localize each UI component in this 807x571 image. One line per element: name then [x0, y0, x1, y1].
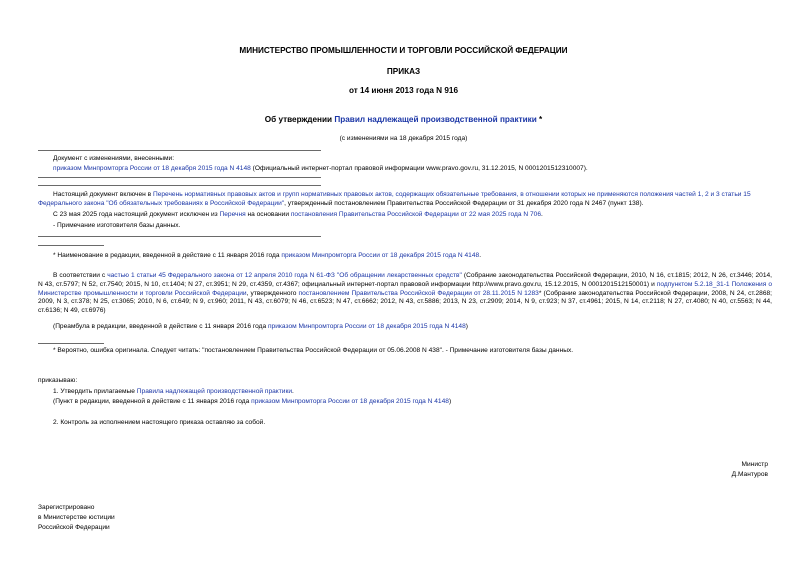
- exclusion-text: С 23 мая 2025 года настоящий документ исключен из: [53, 211, 220, 218]
- db-note: - Примечание изготовителя базы данных.: [53, 222, 181, 229]
- government-resolution-link[interactable]: постановлением Правительства Российской Федерации от 28.11.2015 N 1283: [298, 289, 539, 297]
- title-star: *: [536, 115, 543, 124]
- divider: [38, 177, 321, 178]
- regulation-link[interactable]: подпунктом 5.2.18_31-1 Положения о Министерстве промышленности и торговли Российской Федерации: [38, 280, 772, 297]
- preamble-note-text: (Преамбула в редакции, введенной в действие с 11 января 2016 года: [53, 323, 268, 330]
- orders-word: приказываю:: [38, 377, 78, 384]
- preamble-text: (Собрание законодательства Российской Федерации, 2010, N 16, ст.1815; 2012, N 26, ст.3446; 2014, N 43, ст.5797; N 52, ст.7540; 2015, N 10, ст.1404; N 27, ст.3951; N 29, ст.4359, ст.4367; официальный интернет-портал правовой информации http://www.pravo.gov.ru, 15.12.2015, N 0001201512150001) и: [38, 272, 773, 288]
- edits-intro: Документ с изменениями, внесенными:: [53, 155, 175, 162]
- edits-tail: (Официальный интернет-портал правовой информации www.pravo.gov.ru, 31.12.2015, N 0001201512310007).: [250, 165, 588, 172]
- order-item-1: [53, 388, 772, 397]
- footnote-original-error: * Вероятно, ошибка оригинала. Следует читать: "постановлением Правительства Российской Федерации от 05.06.2008 N 438". - Примечание изготовителя базы данных.: [53, 347, 574, 354]
- rules-link[interactable]: Правила надлежащей производственной практики: [136, 388, 293, 395]
- order-item-text: 1. Утвердить прилагаемые: [53, 388, 137, 395]
- registration-line-2: в Министерстве юстиции: [38, 514, 115, 521]
- footnote-link[interactable]: приказом Минпромторга России от 18 декабря 2015 года N 4148: [281, 252, 480, 259]
- inclusion-text: Настоящий документ включен в: [53, 191, 153, 198]
- inclusion-paragraph: [38, 191, 772, 209]
- preamble-paragraph: [38, 272, 772, 316]
- preamble-text: В соответствии с: [53, 272, 108, 279]
- doc-type-heading: ПРИКАЗ: [386, 67, 421, 76]
- resolution-link[interactable]: постановления Правительства Российской Федерации от 22 мая 2025 года N 706: [290, 211, 541, 218]
- registration-line-3: Российской Федерации: [38, 524, 110, 531]
- order-note-link[interactable]: приказом Минпромторга России от 18 декабря 2015 года N 4148: [251, 398, 449, 405]
- list-link[interactable]: Перечня: [219, 211, 246, 218]
- exclusion-text: на основании: [245, 211, 291, 218]
- divider: [38, 185, 321, 186]
- footnote-text: * Наименование в редакции, введенной в действие с 11 января 2016 года: [53, 252, 282, 259]
- preamble-text: * (Собрание законодательства Российской Федерации, 2008, N 24, ст.2868; 2009, N 3, ст.378; N 25, ст.3065; 2010, N 6, ст.649; N 9, ст.960; 2011, N 43, ст.6079; N 46, ст.6523; N 47, ст.6662; 2012, N 43, ст.5886; 2013, N 23, ст.2909; 2014, N 9, ст.923; N 37, ст.4961; 2015, N 14, ст.2118; N 27, ст.4080; N 40, ст.5563; N 44, ст.6136; N 49, ст.6976): [38, 289, 772, 315]
- order-item-2: 2. Контроль за исполнением настоящего приказа оставляю за собой.: [53, 419, 266, 426]
- footnote-title: [53, 252, 772, 261]
- edits-line: [53, 165, 772, 174]
- inclusion-text: , утвержденный постановлением Правительства Российской Федерации от 31 декабря 2020 года N 2467 (пункт 138).: [284, 199, 644, 207]
- doc-title: [0, 115, 807, 125]
- exclusion-paragraph: [53, 211, 772, 220]
- exclusion-text: .: [541, 211, 543, 218]
- inclusion-list-link[interactable]: Перечень нормативных правовых актов и групп нормативных правовых актов, содержащих обязательные требования, в отношении которых не применяются положения частей 1, 2 и 3 статьи 15 Федерального закона "Об обязательных требованиях в Российской Федерации": [38, 191, 751, 207]
- divider: [38, 150, 321, 151]
- order-note-text: ): [448, 398, 452, 405]
- signature-name: Д.Мантуров: [731, 471, 768, 478]
- signature-position: Министр: [741, 461, 768, 468]
- title-prefix: Об утверждении: [264, 115, 335, 124]
- footnote-rule: [38, 343, 104, 344]
- edits-link[interactable]: приказом Минпромторга России от 18 декабря 2015 года N 4148: [53, 165, 251, 172]
- doc-date: от 14 июня 2013 года N 916: [348, 86, 459, 95]
- title-link[interactable]: Правил надлежащей производственной практики: [334, 115, 537, 124]
- law-link[interactable]: частью 1 статьи 45 Федерального закона от 12 апреля 2010 года N 61-ФЗ "Об обращении лекарственных средств": [107, 272, 462, 279]
- registration-line-1: Зарегистрировано: [38, 504, 95, 511]
- preamble-text: , утвержденного: [246, 289, 299, 297]
- ministry-heading: МИНИСТЕРСТВО ПРОМЫШЛЕННОСТИ И ТОРГОВЛИ РОССИЙСКОЙ ФЕДЕРАЦИИ: [239, 46, 568, 55]
- preamble-note-link[interactable]: приказом Минпромторга России от 18 декабря 2015 года N 4148: [267, 323, 466, 330]
- preamble-note: [53, 323, 772, 332]
- divider: [38, 236, 321, 237]
- changes-note: (с изменениями на 18 декабря 2015 года): [339, 135, 468, 142]
- order-item-text: .: [292, 388, 294, 395]
- preamble-note-text: ): [465, 323, 468, 330]
- order-item-1-note: [53, 398, 772, 407]
- footnote-rule: [38, 245, 104, 246]
- footnote-text: .: [479, 252, 482, 259]
- order-note-text: (Пункт в редакции, введенной в действие с 11 января 2016 года: [53, 398, 252, 405]
